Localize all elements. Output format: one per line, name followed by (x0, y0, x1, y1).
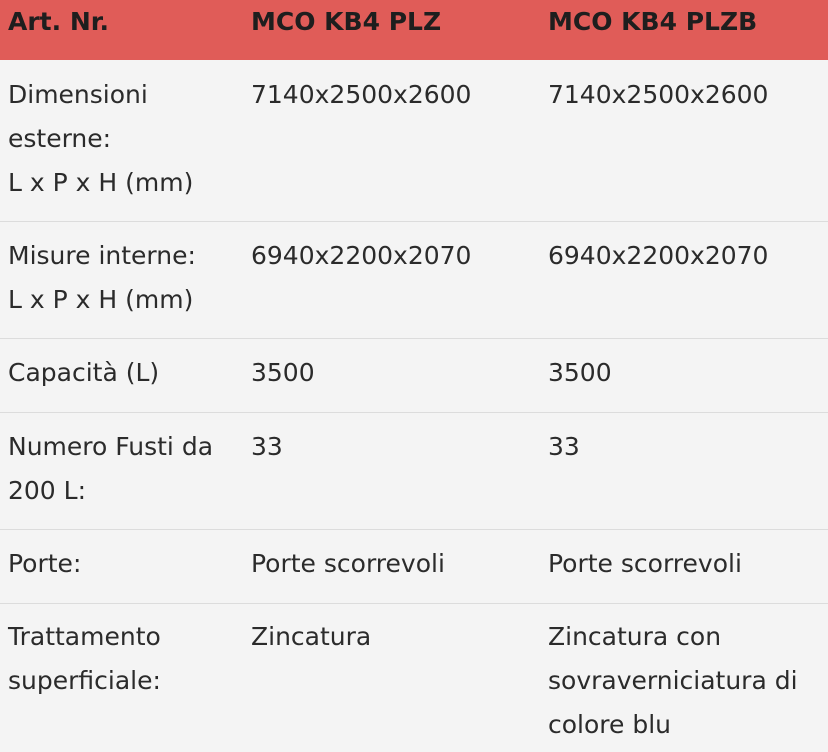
row-value-plzb: 3500 (548, 358, 612, 387)
table-row-porte (0, 530, 828, 604)
table-row-numero-fusti (0, 413, 828, 530)
row-label: Trattamento superficiale: (8, 622, 161, 695)
header-art-nr: Art. Nr. (8, 7, 110, 36)
row-value-plz: 6940x2200x2070 (251, 241, 472, 270)
table-row-capacita (0, 339, 828, 413)
row-value-plz: Porte scorrevoli (251, 549, 445, 578)
header-mco-kb4-plzb: MCO KB4 PLZB (548, 7, 758, 36)
header-mco-kb4-plz: MCO KB4 PLZ (251, 7, 442, 36)
row-value-plz: 7140x2500x2600 (251, 80, 472, 109)
row-value-plz: Zincatura (251, 622, 372, 651)
table-row-trattamento (0, 604, 828, 752)
table-header-row (0, 0, 828, 60)
row-value-plzb: Zincatura con sovraverniciatura di colore blu (548, 622, 798, 739)
table-row-dimensioni-esterne (0, 60, 828, 222)
row-value-plzb: Porte scorrevoli (548, 549, 742, 578)
row-label: Numero Fusti da 200 L: (8, 432, 214, 505)
row-value-plzb: 7140x2500x2600 (548, 80, 769, 109)
row-label: Misure interne: L x P x H (mm) (8, 241, 196, 314)
row-label: Capacità (L) (8, 358, 160, 387)
row-value-plz: 3500 (251, 358, 315, 387)
row-label: Porte: (8, 549, 82, 578)
row-value-plz: 33 (251, 432, 283, 461)
row-value-plzb: 33 (548, 432, 580, 461)
row-label: Dimensioni esterne: L x P x H (mm) (8, 80, 194, 197)
row-value-plzb: 6940x2200x2070 (548, 241, 769, 270)
table-row-misure-interne (0, 222, 828, 339)
